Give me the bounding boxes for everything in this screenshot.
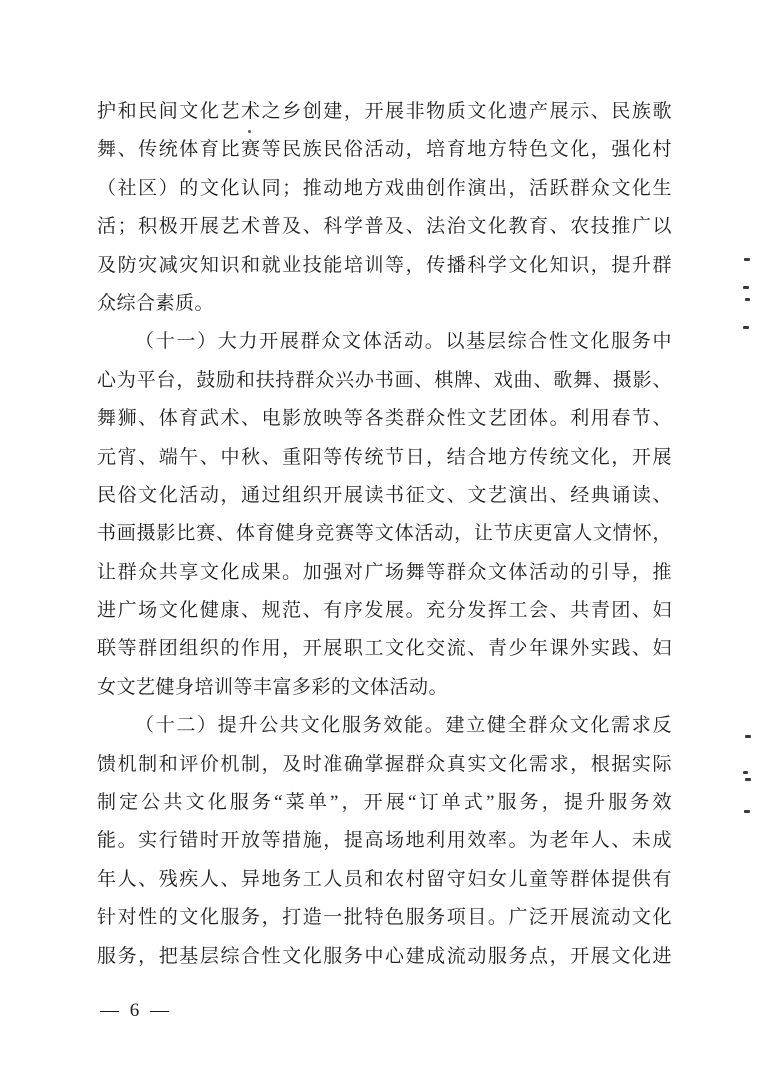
scan-artifact [745, 735, 751, 738]
paragraph-1 [97, 93, 672, 323]
text-line: 针对性的文化服务，打造一批特色服务项目。广泛开展流动文化 [97, 907, 672, 929]
text-line: （十一）大力开展群众文体活动。以基层综合性文化服务中 [135, 331, 672, 353]
text-line: 联等群团组织的作用，开展职工文化交流、青少年课外实践、妇 [97, 638, 672, 660]
scan-artifact [744, 258, 750, 261]
text-line: 舞、传统体育比赛等民族民俗活动，培育地方特色文化，强化村 [97, 139, 672, 161]
text-line: 舞狮、体育武术、电影放映等各类群众性文艺团体。利用春节、 [97, 408, 672, 430]
scan-artifact [745, 298, 750, 301]
text-line: 能。实行错时开放等措施，提高场地利用效率。为老年人、未成 [97, 830, 672, 852]
text-line: 服务，把基层综合性文化服务中心建成流动服务点，开展文化进 [97, 945, 672, 967]
text-line: 民俗文化活动，通过组织开展读书征文、文艺演出、经典诵读、 [97, 484, 672, 506]
text-line: 及防灾减灾知识和就业技能培训等，传播科学文化知识，提升群 [97, 254, 672, 276]
text-line: （社区）的文化认同；推动地方戏曲创作演出，活跃群众文化生 [97, 177, 672, 199]
scan-artifact [743, 771, 748, 774]
text-line: 馈机制和评价机制，及时准确掌握群众真实文化需求，根据实际 [97, 753, 672, 775]
text-line: 活；积极开展艺术普及、科学普及、法治文化教育、农技推广以 [97, 216, 672, 238]
text-line: 进广场文化健康、规范、有序发展。充分发挥工会、共青团、妇 [97, 600, 672, 622]
text-line: 制定公共文化服务“菜单”，开展“订单式”服务，提升服务效 [97, 792, 672, 814]
text-line: 护和民间文化艺术之乡创建，开展非物质文化遗产展示、民族歌 [97, 101, 672, 122]
document-body [97, 93, 672, 976]
page-number: — 6 — [100, 1000, 172, 1021]
text-line: 元宵、端午、中秋、重阳等传统节日，结合地方传统文化，开展 [97, 446, 672, 468]
scan-artifact [743, 286, 749, 289]
paragraph-2 [97, 323, 672, 707]
scan-artifact [743, 326, 749, 329]
scan-artifact [744, 810, 750, 813]
text-line: 让群众共享文化成果。加强对广场舞等群众文体活动的引导，推 [97, 561, 672, 583]
scan-artifact [745, 778, 751, 781]
scan-speck [248, 130, 251, 133]
text-line: 女文艺健身培训等丰富多彩的文体活动。 [97, 676, 449, 698]
text-line: 书画摄影比赛、体育健身竞赛等文体活动，让节庆更富人文情怀， [97, 523, 672, 545]
text-line: 众综合素质。 [97, 292, 215, 314]
paragraph-3 [97, 707, 672, 976]
text-line: 心为平台，鼓励和扶持群众兴办书画、棋牌、戏曲、歌舞、摄影、 [97, 369, 672, 391]
text-line: 年人、残疾人、异地务工人员和农村留守妇女儿童等群体提供有 [97, 868, 672, 890]
text-line: （十二）提升公共文化服务效能。建立健全群众文化需求反 [135, 715, 672, 737]
